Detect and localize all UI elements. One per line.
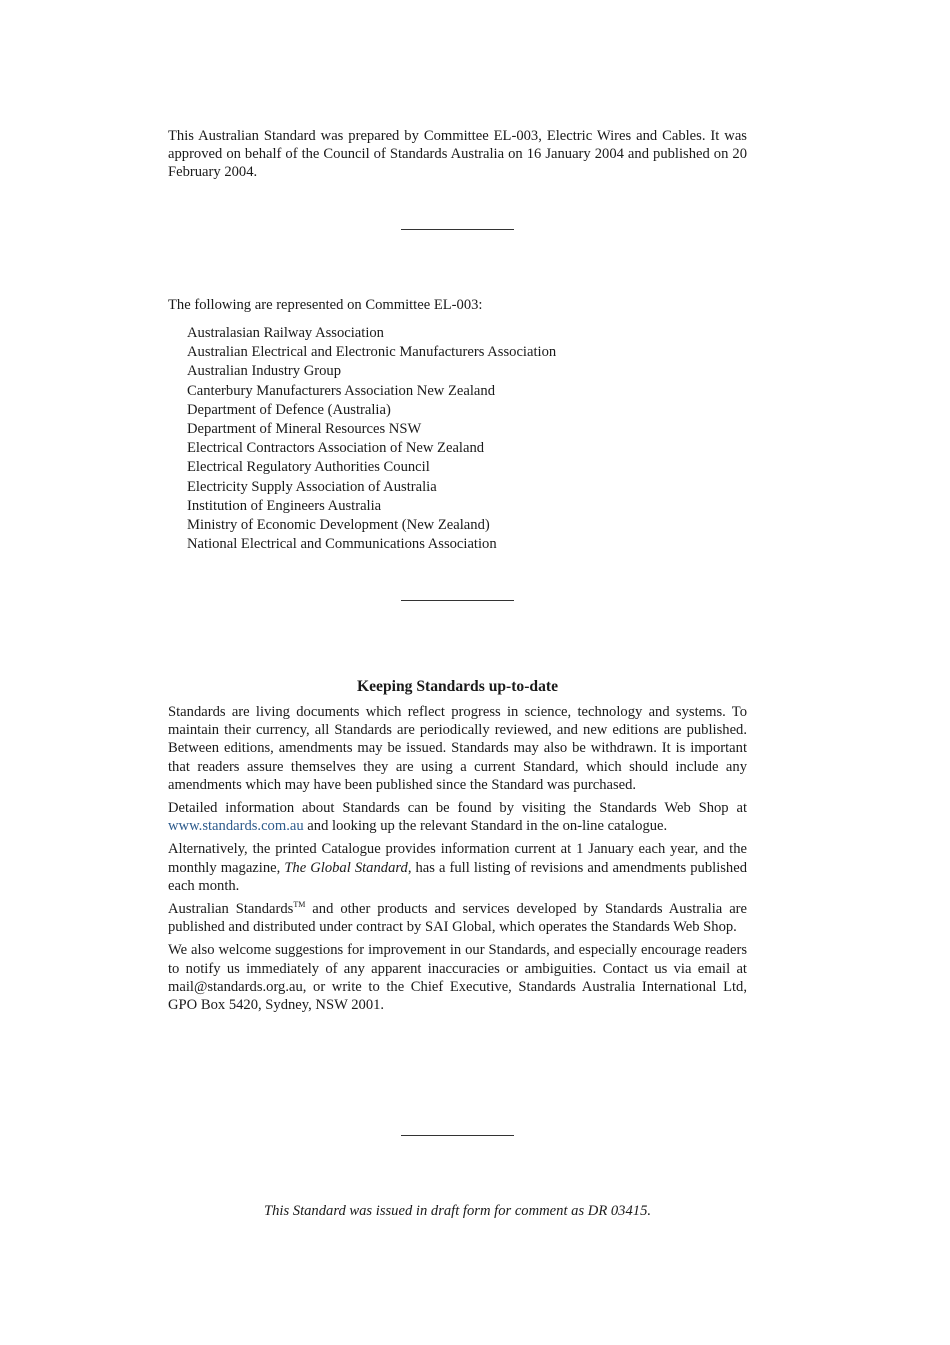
section-body [168, 703, 747, 1019]
section-heading: Keeping Standards up-to-date [356, 678, 558, 695]
text-run: Australian Standards [168, 901, 294, 918]
committee-intro: The following are represented on Committee EL-003: [168, 297, 483, 313]
committee-member-list [187, 324, 747, 554]
text-run: and other products and services developed by Standards Australia are published and distributed under contract by SAI Global, which operates the Standards Web Shop. [168, 901, 748, 936]
committee-member: Ministry of Economic Development (New Zealand) [187, 517, 490, 534]
text-run: Detailed information about Standards can be found by visiting the Standards Web Shop at [168, 800, 747, 817]
trademark-mark: TM [293, 900, 306, 910]
text-run: , has a full listing of revisions and amendments published each month. [168, 859, 747, 894]
committee-member: Canterbury Manufacturers Association New Zealand [187, 382, 495, 399]
magazine-title: The Global Standard [284, 859, 408, 876]
paragraph-web-shop [168, 799, 747, 835]
committee-member: Electricity Supply Association of Australia [187, 478, 437, 495]
committee-member: Electrical Regulatory Authorities Council [187, 459, 430, 476]
divider-rule [401, 1135, 514, 1136]
committee-member: Electrical Contractors Association of New Zealand [187, 440, 485, 457]
divider-rule [401, 600, 514, 601]
committee-member: Australian Electrical and Electronic Manufacturers Association [187, 344, 557, 361]
paragraph-catalogue [168, 840, 747, 895]
standards-website-link[interactable]: www.standards.com.au [168, 818, 304, 835]
committee-member: Australian Industry Group [187, 363, 342, 380]
committee-member: Department of Defence (Australia) [187, 401, 391, 418]
paragraph-distribution [168, 900, 747, 936]
committee-member: Australasian Railway Association [187, 325, 384, 341]
paragraph-feedback: We also welcome suggestions for improvement in our Standards, and especially encourage readers to notify us immediately of any apparent inaccuracies or ambiguities. Contact us via email at mail@standards.org.au, or write to the Chief Executive, Standards Australia International Ltd, GPO Box 5420, Sydney, NSW 2001. [168, 942, 747, 1014]
committee-member: National Electrical and Communications Association [187, 536, 497, 553]
text-run: Alternatively, the printed Catalogue provides information current at 1 January each year, and the monthly magazine, [168, 841, 747, 876]
approval-statement: This Australian Standard was prepared by Committee EL-003, Electric Wires and Cables. It was approved on behalf of the Council of Standards Australia on 16 January 2004 and published on 20 February 2004. [168, 128, 747, 181]
committee-member: Institution of Engineers Australia [187, 497, 382, 514]
paragraph-living-documents: Standards are living documents which reflect progress in science, technology and systems. To maintain their currency, all Standards are periodically reviewed, and new editions are published. Between editions, amendments may be issued. Standards may also be withdrawn. It is important that readers assure themselves they are using a current Standard, which should include any amendments which may have been published since the Standard was purchased. [168, 704, 747, 793]
text-run: and looking up the relevant Standard in the on-line catalogue. [303, 818, 668, 835]
divider-rule [401, 229, 514, 230]
committee-member: Department of Mineral Resources NSW [187, 421, 422, 438]
draft-note: This Standard was issued in draft form for comment as DR 03415. [263, 1203, 652, 1219]
